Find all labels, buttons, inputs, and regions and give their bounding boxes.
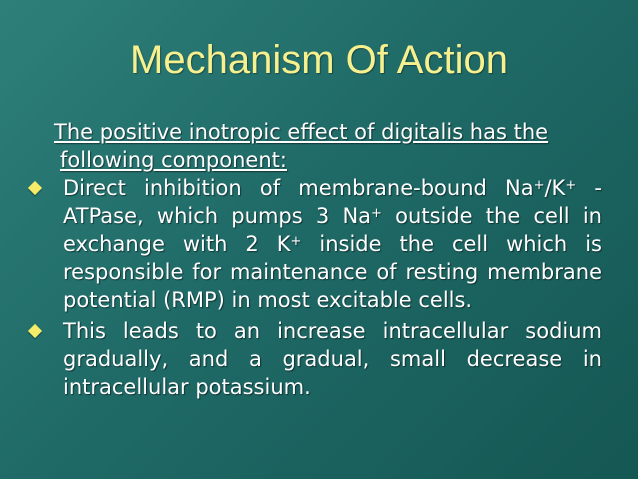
bullet-1-text-c: -ATPase, which pumps 3 Na	[63, 176, 602, 228]
diamond-bullet-icon	[28, 324, 42, 338]
bullet-item-2	[30, 317, 602, 401]
superscript-plus: +	[533, 178, 545, 193]
superscript-plus: +	[290, 234, 302, 249]
bullet-1-text-b: /K	[544, 176, 566, 200]
bullet-1-text-a: Direct inhibition of membrane-bound Na	[63, 176, 534, 200]
slide-body	[30, 118, 602, 401]
diamond-bullet-icon	[28, 181, 42, 195]
bullet-2-text: This leads to an increase intracellular sodium gradually, and a gradual, small decrease in intracellular potassium.	[63, 319, 602, 399]
superscript-plus: +	[371, 206, 382, 221]
superscript-plus: +	[565, 178, 577, 193]
bullet-1-text-d: outside the cell in exchange with 2 K	[63, 204, 602, 256]
intro-text: The positive inotropic effect of digitalis has the following component:	[54, 120, 549, 172]
bullet-1-text-e: inside the cell which is responsible for maintenance of resting membrane potential (RMP) in most excitable cells.	[63, 232, 602, 312]
bullet-item-1	[30, 174, 602, 314]
slide-title: Mechanism Of Action	[130, 38, 508, 82]
